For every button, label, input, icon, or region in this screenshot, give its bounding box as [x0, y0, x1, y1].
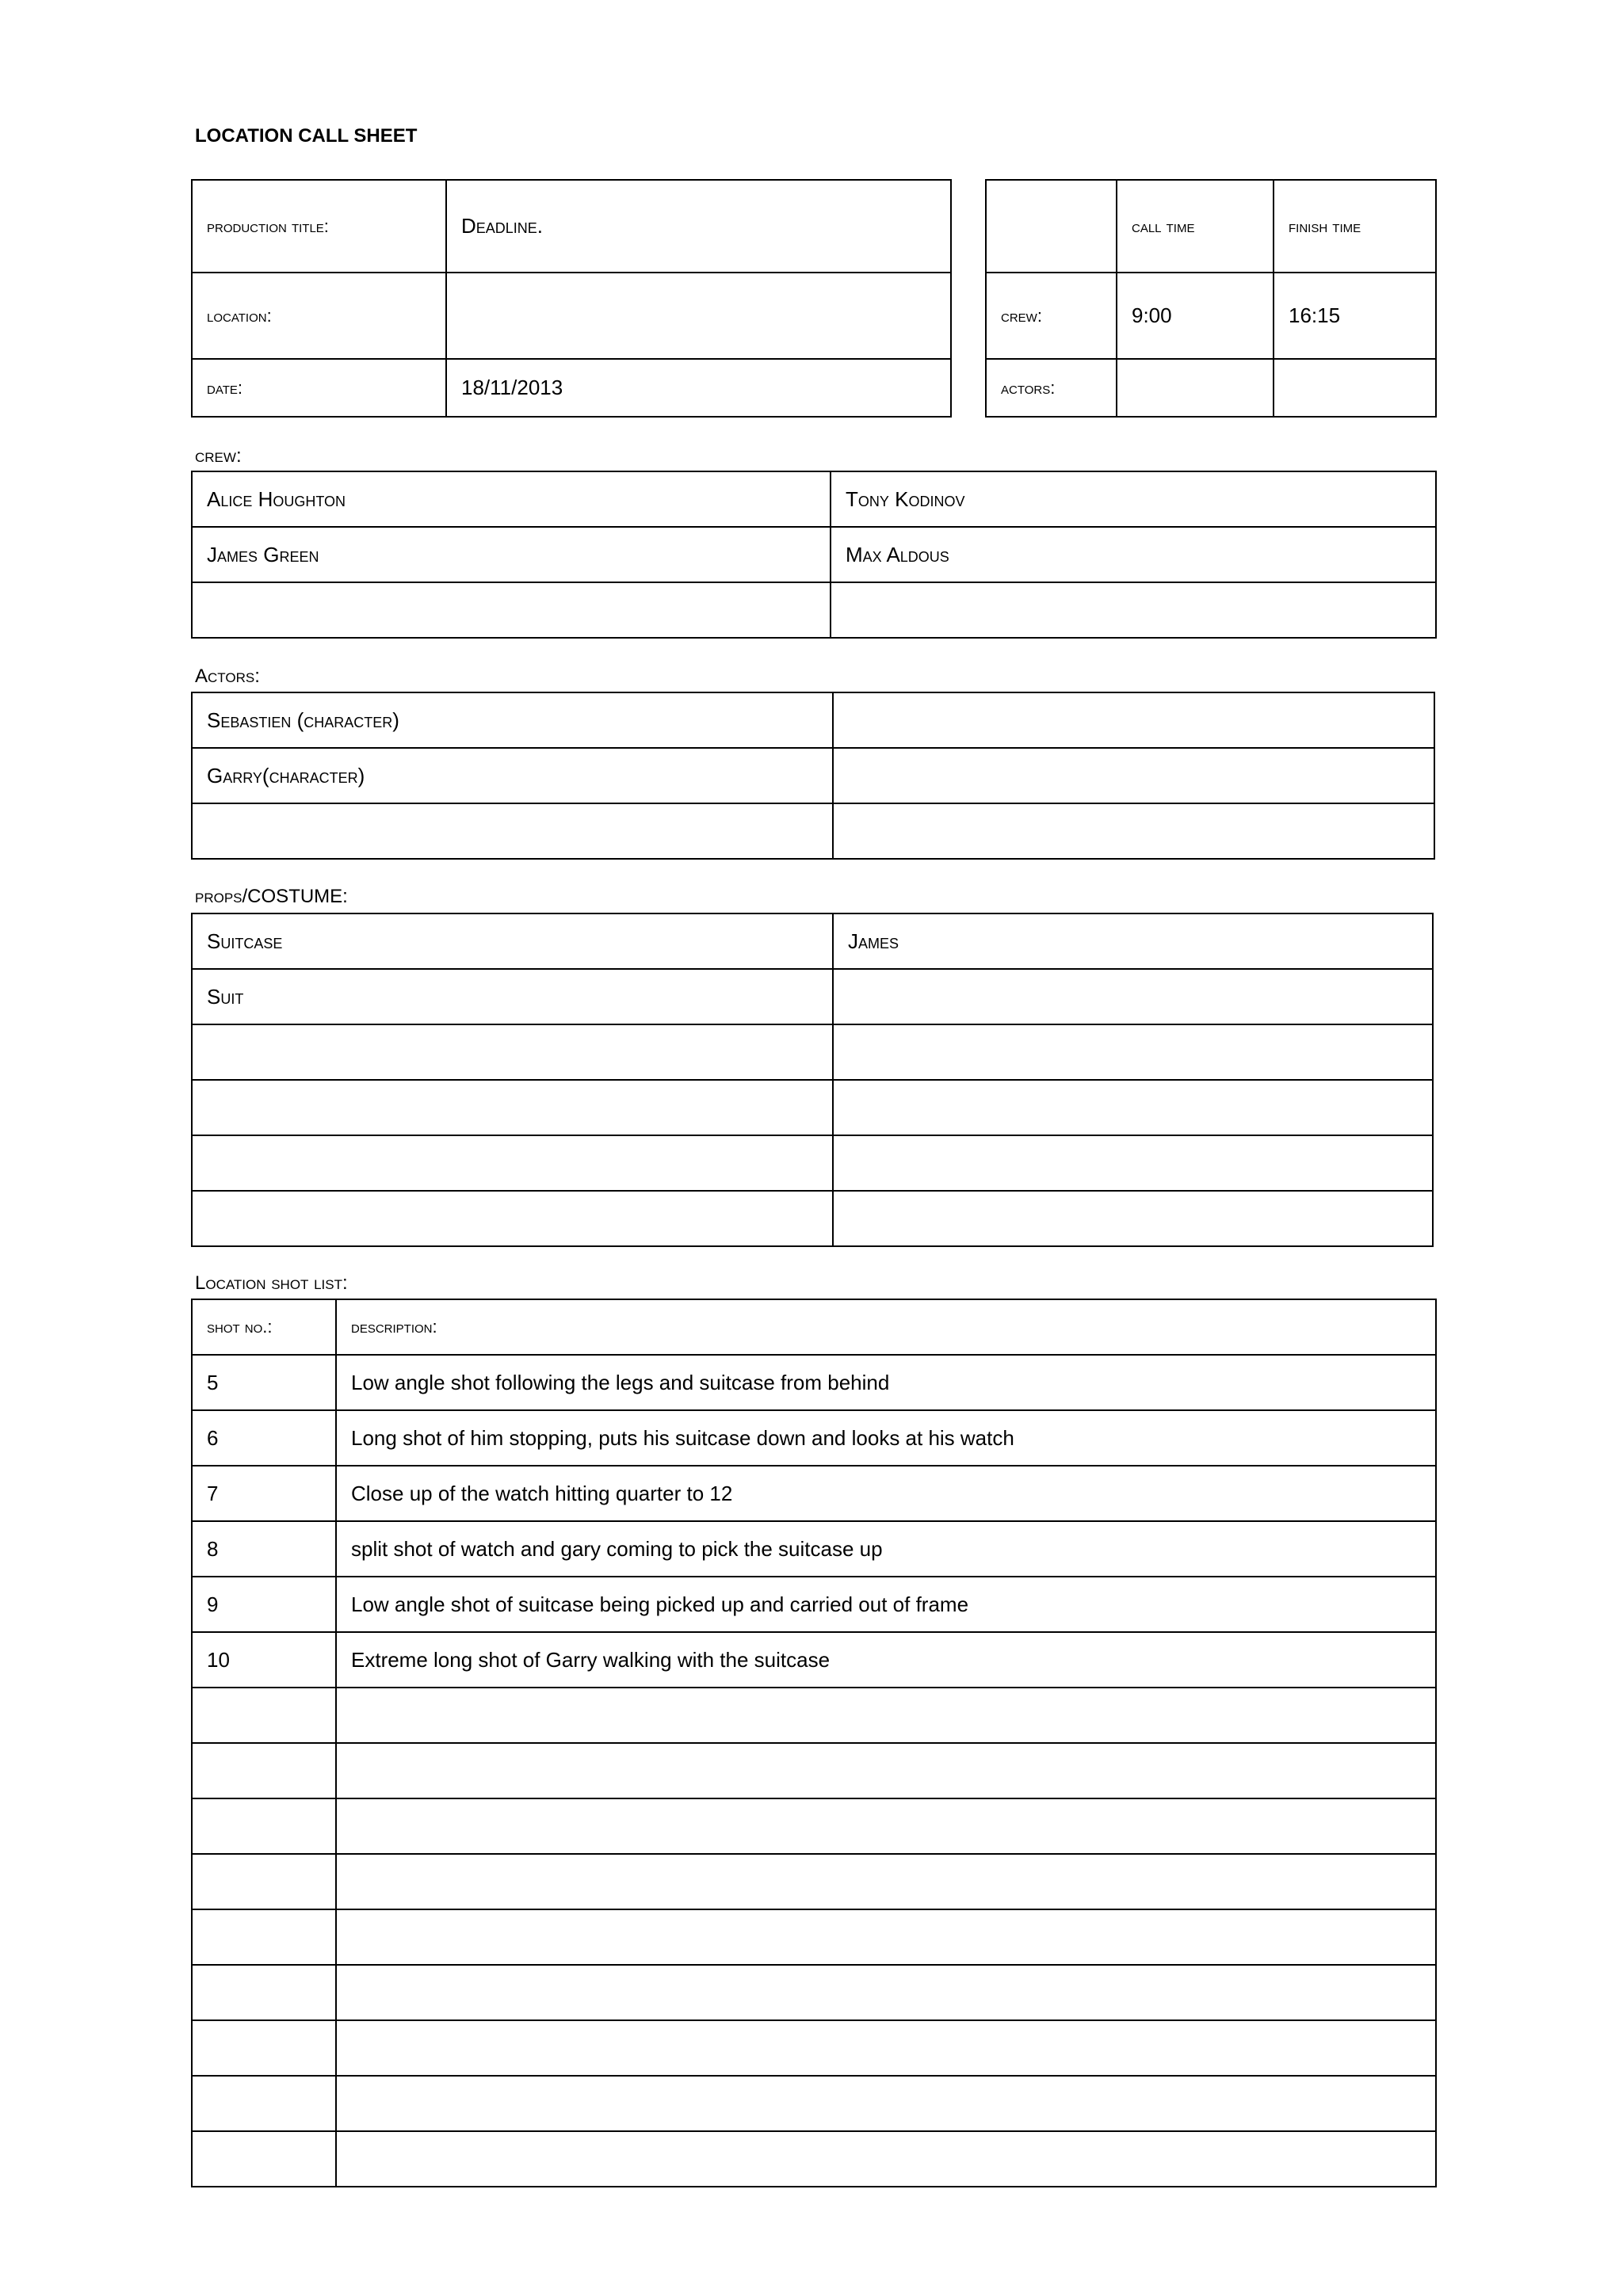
- call-time-header: call time: [1117, 180, 1274, 273]
- prop-item: Suitcase: [192, 913, 833, 969]
- actors-times-label: actors:: [986, 359, 1117, 417]
- prop-item: [192, 1191, 833, 1246]
- prop-owner: [833, 1080, 1433, 1135]
- crew-member: Tony Kodinov: [831, 471, 1436, 527]
- description-header: description:: [336, 1299, 1436, 1355]
- shot-number: 10: [192, 1632, 336, 1688]
- shot-description: [336, 1743, 1436, 1798]
- shot-number: [192, 1854, 336, 1909]
- shot-number: [192, 1688, 336, 1743]
- shot-number: 7: [192, 1466, 336, 1521]
- prop-item: Suit: [192, 969, 833, 1024]
- shot-number: [192, 1743, 336, 1798]
- crew-finish-time: 16:15: [1274, 273, 1436, 359]
- actor-entry: [833, 692, 1434, 748]
- prop-owner: [833, 1191, 1433, 1246]
- date-value: 18/11/2013: [446, 359, 951, 417]
- shot-list-table: [191, 1299, 1437, 2187]
- location-label: location:: [192, 273, 446, 359]
- shot-description: [336, 2131, 1436, 2187]
- actor-entry: [833, 748, 1434, 803]
- crew-member: Alice Houghton: [192, 471, 831, 527]
- shot-description: Low angle shot of suitcase being picked up and carried out of frame: [336, 1577, 1436, 1632]
- crew-section-label: crew:: [195, 445, 242, 467]
- prop-item: [192, 1135, 833, 1191]
- shot-description: Long shot of him stopping, puts his suitcase down and looks at his watch: [336, 1410, 1436, 1466]
- finish-time-header: finish time: [1274, 180, 1436, 273]
- shot-description: [336, 1688, 1436, 1743]
- shot-description: [336, 1965, 1436, 2020]
- shot-number: [192, 2020, 336, 2076]
- production-title-label: production title:: [192, 180, 446, 273]
- shot-number: [192, 1798, 336, 1854]
- props-table: [191, 913, 1434, 1247]
- shot-number: [192, 2076, 336, 2131]
- crew-call-time: 9:00: [1117, 273, 1274, 359]
- shot-number: [192, 2131, 336, 2187]
- prop-owner: James: [833, 913, 1433, 969]
- crew-member: [192, 582, 831, 638]
- crew-table: [191, 471, 1437, 639]
- actor-entry: Sebastien (character): [192, 692, 833, 748]
- shot-description: [336, 1798, 1436, 1854]
- shot-description: [336, 1854, 1436, 1909]
- shot-number: 8: [192, 1521, 336, 1577]
- crew-member: [831, 582, 1436, 638]
- prop-item: [192, 1080, 833, 1135]
- shot-description: [336, 2076, 1436, 2131]
- crew-times-label: crew:: [986, 273, 1117, 359]
- shot-number: 5: [192, 1355, 336, 1410]
- prop-owner: [833, 969, 1433, 1024]
- shot-number: [192, 1965, 336, 2020]
- crew-member: Max Aldous: [831, 527, 1436, 582]
- prop-owner: [833, 1135, 1433, 1191]
- shot-number: 9: [192, 1577, 336, 1632]
- actor-entry: Garry(character): [192, 748, 833, 803]
- actors-table: [191, 692, 1435, 860]
- shot-description: [336, 2020, 1436, 2076]
- shot-number: 6: [192, 1410, 336, 1466]
- times-corner-cell: [986, 180, 1117, 273]
- actor-entry: [192, 803, 833, 859]
- shot-description: Close up of the watch hitting quarter to 12: [336, 1466, 1436, 1521]
- shot-description: split shot of watch and gary coming to pick the suitcase up: [336, 1521, 1436, 1577]
- crew-member: James Green: [192, 527, 831, 582]
- call-times-table: [985, 179, 1437, 418]
- actor-entry: [833, 803, 1434, 859]
- actors-finish-time: [1274, 359, 1436, 417]
- production-info-table: [191, 179, 952, 418]
- actors-call-time: [1117, 359, 1274, 417]
- location-value: [446, 273, 951, 359]
- prop-owner: [833, 1024, 1433, 1080]
- shot-description: [336, 1909, 1436, 1965]
- page-title: LOCATION CALL SHEET: [195, 125, 418, 147]
- actors-section-label: Actors:: [195, 666, 260, 687]
- shot-description: Low angle shot following the legs and suitcase from behind: [336, 1355, 1436, 1410]
- shot-number: [192, 1909, 336, 1965]
- date-label: date:: [192, 359, 446, 417]
- prop-item: [192, 1024, 833, 1080]
- shot-no-header: shot no.:: [192, 1299, 336, 1355]
- props-section-label: props/COSTUME:: [195, 886, 348, 907]
- production-title-value: Deadline.: [446, 180, 951, 273]
- shot-description: Extreme long shot of Garry walking with the suitcase: [336, 1632, 1436, 1688]
- shot-list-section-label: Location shot list:: [195, 1272, 348, 1294]
